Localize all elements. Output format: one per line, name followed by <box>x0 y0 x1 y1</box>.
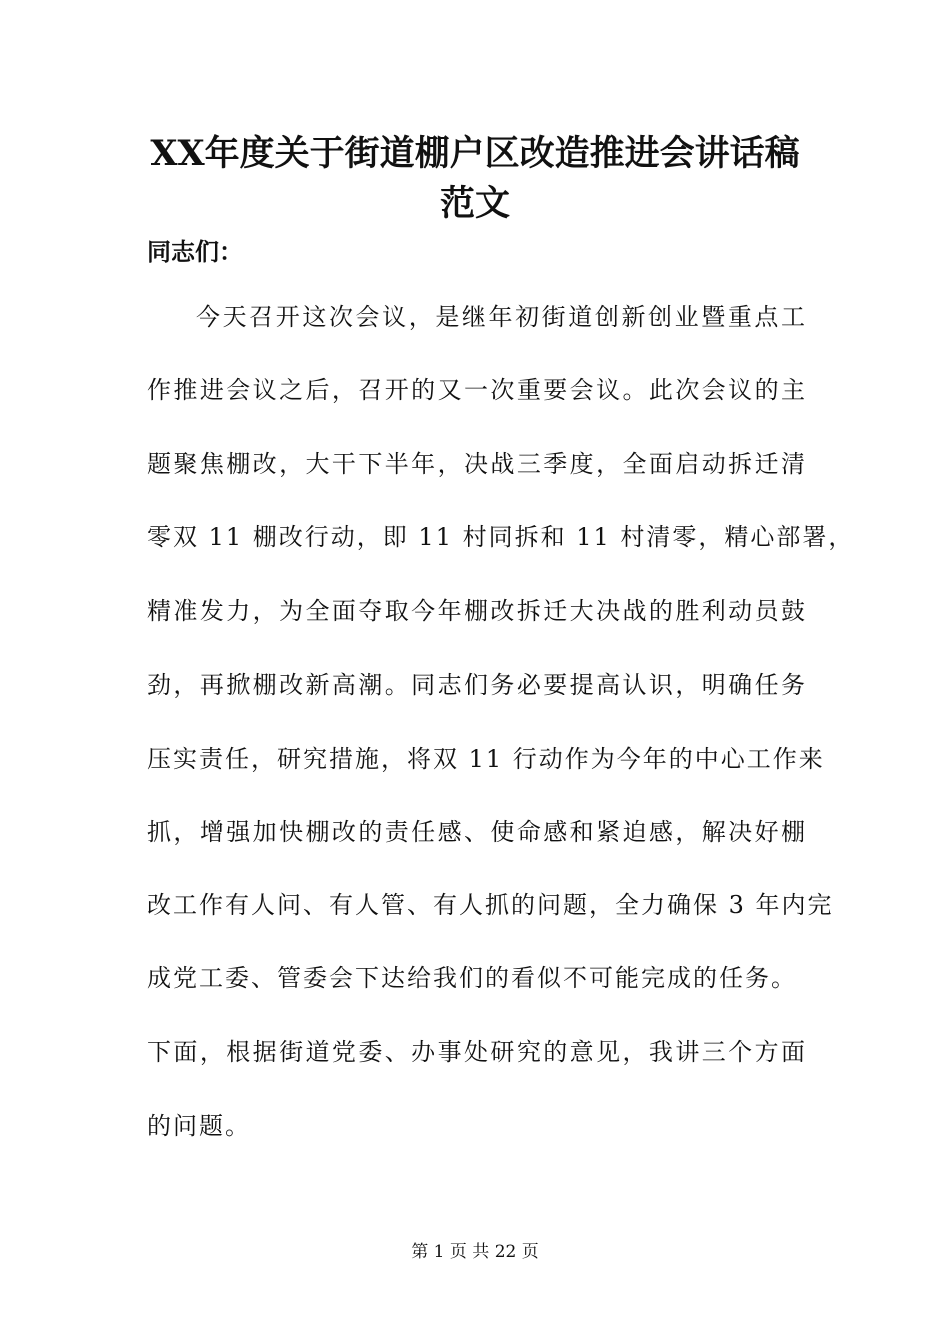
page-number-footer: 第 1 页 共 22 页 <box>411 1242 539 1262</box>
document-title-line-2: 范文 <box>439 183 510 224</box>
paragraph-line: 成党工委、管委会下达给我们的看似不可能完成的任务。 <box>147 964 797 992</box>
paragraph-line: 劲，再掀棚改新高潮。同志们务必要提高认识，明确任务 <box>147 671 807 699</box>
paragraph-line: 抓，增强加快棚改的责任感、使命感和紧迫感，解决好棚 <box>147 818 807 846</box>
paragraph-line: 下面，根据街道党委、办事处研究的意见，我讲三个方面 <box>147 1038 807 1066</box>
document-title-line-1: XX年度关于街道棚户区改造推进会讲话稿 <box>150 133 800 174</box>
paragraph-line: 题聚焦棚改，大干下半年，决战三季度，全面启动拆迁清 <box>147 450 807 478</box>
paragraph-line: 压实责任，研究措施，将双 11 行动作为今年的中心工作来 <box>147 745 825 773</box>
paragraph-line: 今天召开这次会议，是继年初街道创新创业暨重点工 <box>196 303 807 331</box>
paragraph-line: 改工作有人问、有人管、有人抓的问题，全力确保 3 年内完 <box>147 891 834 919</box>
paragraph-line: 的问题。 <box>147 1112 251 1140</box>
salutation: 同志们： <box>147 237 243 266</box>
paragraph-line: 精准发力，为全面夺取今年棚改拆迁大决战的胜利动员鼓 <box>147 597 807 625</box>
paragraph-line: 零双 11 棚改行动，即 11 村同拆和 11 村清零，精心部署， <box>147 523 855 551</box>
paragraph-line: 作推进会议之后，召开的又一次重要会议。此次会议的主 <box>147 376 807 404</box>
